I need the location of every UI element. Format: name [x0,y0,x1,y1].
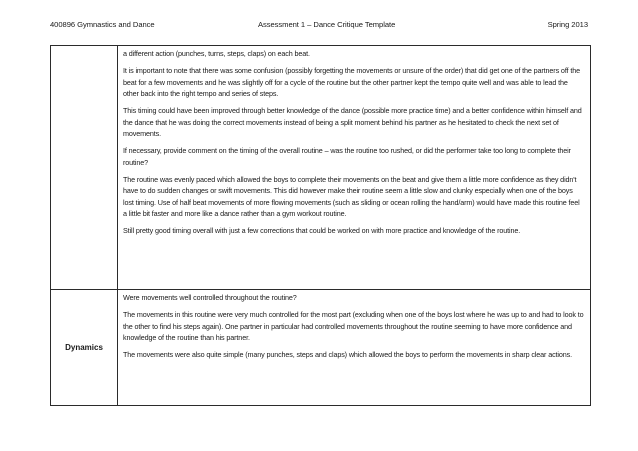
dynamics-prompt: Were movements well controlled throughout the routine? [123,293,297,302]
term-label: Spring 2013 [547,20,588,29]
timing-comments-cell [118,46,591,290]
timing-prompt: If necessary, provide comment on the timing of the overall routine – was the routine too rushed, or did the performer take too long to complete their routine? [123,146,571,167]
timing-paragraph: a different action (punches, turns, steps, claps) on each beat. [123,49,310,58]
dynamics-paragraph: The movements were also quite simple (many punches, steps and claps) which allowed the boys to perform the movements in sharp clear actions. [123,350,573,359]
critique-table [50,45,591,406]
document-title: Assessment 1 – Dance Critique Template [258,20,396,29]
timing-paragraph: It is important to note that there was some confusion (possibly forgetting the movements or unsure of the order) that did get one of the partners off the beat for a few movements and he was slightly off for a cycle of the routine but the other partner kept the tempo quite well and was able to lead the other back into the right tempo and series of steps. [123,66,580,98]
timing-paragraph: The routine was evenly paced which allowed the boys to complete their movements on the beat and give them a little more confidence as they didn't have to do sudden changes or swift movements. This did however make their routine seem a little slow and clunky especially when one of the boys lost timing. Use of half beat movements of more flowing movements (such as sliding or ocean rolling the hand/arm) would have made this routine feel a little bit faster and more like a dance rather than a gym workout routine. [123,174,580,218]
dynamics-criterion-label: Dynamics [65,342,103,352]
timing-criterion-cell [51,46,118,290]
timing-paragraph: This timing could have been improved through better knowledge of the dance (possible more practice time) and a better confidence within himself and the dance that he was doing the correct movements instead of being a split moment behind his partner as he hesitated to check the next set of movements. [123,106,582,138]
page-header [50,20,588,34]
course-code-title: 400896 Gymnastics and Dance [50,20,155,29]
dynamics-criterion-cell [51,290,118,406]
dynamics-comments-cell [118,290,591,406]
dynamics-paragraph: The movements in this routine were very much controlled for the most part (excluding when one of the boys lost where he was up to and had to look to the other to find his steps again). One partner in particular had controlled movements throughout the routine seeming to have more confidence and knowledge of the routine than his partner. [123,310,584,342]
timing-paragraph: Still pretty good timing overall with just a few corrections that could be worked on with more practice and knowledge of the routine. [123,226,521,235]
dynamics-row [51,290,591,406]
timing-row [51,46,591,290]
